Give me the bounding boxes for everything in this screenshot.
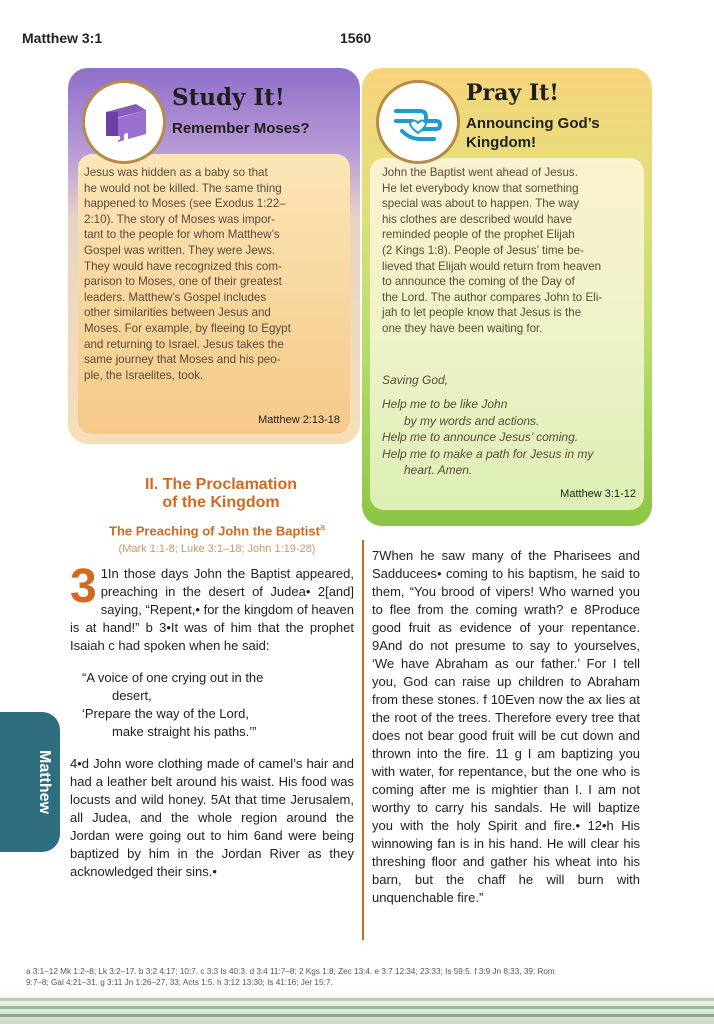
pray-it-reference: Matthew 3:1-12 (560, 488, 636, 500)
book-icon (96, 98, 152, 146)
poem-line: ‘Prepare the way of the Lord, (82, 706, 249, 721)
text-line: leaders. Matthew’s Gospel includes (84, 290, 267, 304)
side-tab-label: Matthew (36, 750, 53, 814)
section-title (110, 476, 332, 512)
text-line: Moses. For example, by fleeing to Egypt (84, 321, 291, 335)
pericope-heading-text: The Preaching of John the Baptist (109, 523, 320, 539)
grass-band (0, 998, 714, 1001)
poem-line: desert, (112, 688, 152, 703)
poem-line: “A voice of one crying out in the (82, 670, 264, 685)
pericope-note: a (319, 522, 325, 532)
verse-paragraph: 4•d John wore clothing made of camel’s hair and had a leather belt around his waist. His food was locusts and wild honey. 5At that time Jerusalem, all Judea, and the whole region around the Jordan were going out to him 6and were being baptized by him in the Jordan River as they acknowledged their sins.• (70, 756, 354, 879)
prayer-line: by my words and actions. (404, 413, 540, 428)
section-title-line: II. The Proclamation (144, 476, 298, 493)
prayer-salutation: Saving God, (382, 373, 449, 387)
study-it-title: Study It! (172, 84, 285, 111)
cross-references: (Mark 1:1-8; Luke 3:1–18; John 1:19-28) (118, 543, 316, 555)
text-line: Jesus was hidden as a baby so that (84, 166, 268, 179)
pray-it-title: Pray It! (466, 80, 559, 106)
text-line: parison to Moses, one of their greatest (84, 275, 282, 289)
poem-line: make straight his paths.’” (112, 724, 257, 739)
pericope-heading (86, 522, 348, 538)
text-line: 2:10). The story of Moses was impor- (84, 212, 276, 226)
text-line: Gospel was written. They were Jews. (84, 243, 276, 257)
text-line: reminded people of the prophet Elijah (382, 228, 575, 242)
text-line: special was about to happen. The way (382, 197, 580, 211)
prayer-line: Help me to announce Jesus’ coming. (382, 430, 579, 445)
grass-footer (0, 990, 714, 1024)
text-line: same journey that Moses and his peo- (84, 353, 281, 367)
text-line: to announce the coming of the Day of (382, 275, 575, 289)
text-line: happened to Moses (see Exodus 1:22– (84, 197, 286, 211)
verse-paragraph: 7When he saw many of the Pharisees and Sadducees• coming to his baptism, he said to them, “You brood of vipers! Who warned you to flee from the coming wrath? e 8Produce good fruit as evidence of your repentance. 9And do not presume to say to yourselves, ‘We have Abraham as our father.’ For I tell you, God can raise up children to Abraham from these stones. f 10Even now the ax lies at the root of the trees. Therefore every tree that does not bear good fruit will be cut down and thrown into the fire. 11 g I am baptizing you with water, for repentance, but the one who is coming after me is mightier than I. I am not worthy to carry his sandals. He will baptize you with the holy Spirit and fire.• 12•h His winnowing fan is in his hand. He will clear his threshing floor and gather his wheat into his barn, but the chaff he will burn with unquenchable fire.” (372, 548, 640, 905)
study-it-text (84, 165, 346, 383)
praying-hands-heart-icon (390, 97, 446, 147)
pray-it-subtitle: Announcing God’s Kingdom! (466, 115, 600, 151)
pray-it-badge (376, 80, 460, 164)
grass-band (0, 1014, 714, 1017)
pray-it-prayer (382, 372, 644, 478)
footnote-line: 9:7–8; Gal 4:21–31. g 3:11 Jn 1:26–27, 33; Acts 1:5. h 3:12 13:30; Is 41:16; Jer 15:7. (26, 978, 333, 987)
text-line: tant to the people for whom Matthew’s (84, 228, 280, 242)
text-line: he would not be killed. The same thing (84, 181, 282, 195)
prayer-line: Help me to make a path for Jesus in my (382, 446, 594, 461)
footnote-line: a 3:1–12 Mk 1:2–8; Lk 3:2–17. b 3:2 4:17; 10:7. c 3:3 Is 40:3. d 3:4 11:7–8; 2 Kgs 1:8; Zec 13:4. e 3:7 12:34; 23:33; Is 59:5. f 3:9 Jn 8:33, 39; Rom (26, 967, 555, 976)
text-line: (2 Kings 1:8). People of Jesus’ time be- (382, 243, 584, 257)
prayer-line: heart. Amen. (404, 463, 473, 478)
footnotes (26, 966, 686, 988)
pray-it-text (382, 165, 640, 337)
text-line: They would have recognized this com- (84, 259, 282, 273)
text-line: John the Baptist went ahead of Jesus. (382, 166, 578, 179)
chapter-dropcap: 3 (70, 560, 97, 613)
text-line: ple, the Israelites, took. (84, 368, 204, 382)
prayer-line: Help me to be like John (382, 397, 508, 412)
column-rule (362, 540, 364, 940)
study-it-subtitle: Remember Moses? (172, 120, 310, 137)
text-line: the Lord. The author compares John to Eli- (382, 290, 603, 304)
text-line: other similarities between Jesus and (84, 306, 271, 320)
study-it-reference: Matthew 2:13-18 (258, 414, 340, 426)
poem (82, 669, 354, 741)
grass-band (0, 1006, 714, 1009)
text-line: lieved that Elijah would return from heaven (382, 259, 602, 273)
right-column (372, 547, 640, 907)
text-line: jah to let people know that Jesus is the (382, 306, 582, 320)
text-line: and returning to Israel. Jesus takes the (84, 337, 284, 351)
page-number: 1560 (340, 30, 372, 46)
text-line: He let everybody know that something (382, 181, 579, 195)
verse-paragraph: 1In those days John the Baptist appeared, preaching in the desert of Judea• 2[and] saying, “Repent,• for the kingdom of heaven is at hand!” b 3•It was of him that the prophet Isaiah c had spoken when he said: (70, 566, 354, 653)
section-title-line: of the Kingdom (162, 494, 280, 511)
left-column (70, 560, 354, 881)
page-header-ref: Matthew 3:1 (22, 30, 103, 46)
text-line: one they have been waiting for. (382, 321, 543, 335)
text-line: his clothes are described would have (382, 212, 573, 226)
study-it-badge (82, 80, 166, 164)
